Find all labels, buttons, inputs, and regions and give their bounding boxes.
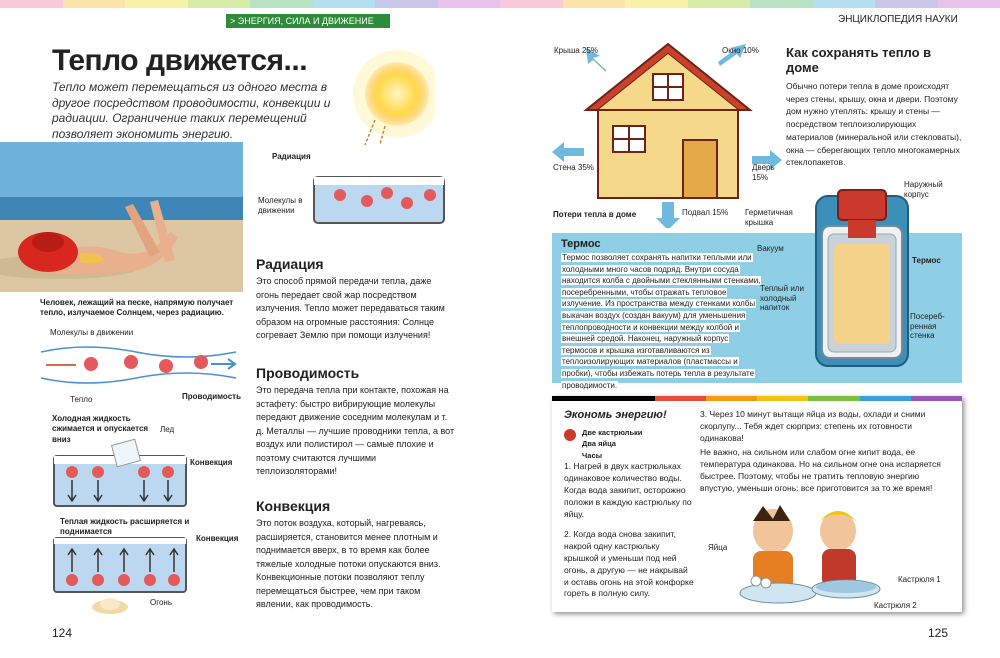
molecules-label-radiation: Молекулы в движении (258, 196, 303, 216)
intro-text: Тепло может перемещаться из одного места в другое посредством проводимости, конвекции и радиации. Ограничение таких перемещений позволяет экономить энергию. (52, 80, 331, 141)
thermos-vacuum-label: Вакуум (757, 244, 784, 253)
page-number-right: 125 (927, 626, 948, 640)
cold-liquid-label: Холодная жидкость сжимается и опускается вниз (52, 414, 149, 444)
radiation-text: Это способ прямой передачи тепла, даже огонь передает свой жар посредством излучения. Тепло может передаваться таким образом на огромные расстояния: Солнце согревает Землю при помощи излучения! (256, 276, 445, 340)
pot-1-label: Кастрюля 1 (898, 575, 941, 584)
left-rainbow-strip (0, 0, 500, 8)
conduction-heading: Проводимость (256, 365, 360, 381)
step-3: 3. Через 10 минут вытащи яйца из воды, охлади и сними скорлупу... Тебя ждет сюрприз: степень их готовности одинакова! (700, 409, 926, 443)
radiation-heading: Радиация (256, 256, 324, 272)
house-window-label: Окно 10% (722, 46, 759, 55)
pot-2-label: Кастрюля 2 (874, 601, 917, 610)
radiation-vessel (312, 175, 447, 227)
thermos-heading: Термос (561, 238, 601, 250)
materials-item: Два яйца (582, 439, 616, 449)
save-energy-box (552, 396, 962, 612)
thermos-text (561, 252, 761, 391)
page-title: Тепло движется... (52, 44, 308, 77)
conduction-text: Это передача тепла при контакте, похожая на эстафету: быстро вибрирующие молекулы передают движение соседним молекулам и т. д. Металлы — лучшие проводники тепла, а вот воздух или полистирол — самые плохие и поэтому считаются лучшими теплоизоляторами! (256, 385, 455, 476)
convection-label-1: Конвекция (190, 458, 233, 467)
fire-icon (90, 593, 130, 615)
house-wall-label: Стена 35% (553, 163, 594, 172)
keep-heat-heading: Как сохранять тепло в доме (786, 45, 932, 75)
house-caption: Потери тепла в доме (553, 210, 637, 219)
convection-heading: Конвекция (256, 498, 331, 514)
thermos-text-content: Термос позволяет сохранять напитки теплыми или холодными много часов подряд. Внутри сосуда находится колба с двойными стеклянными стенками, посеребренными, чтобы отражать тепловое излучение. Из пространства между стенками колбы выкачан воздух (создан вакуум) для уменьшения теплопроводности и конвекции между колбой и внешней средой. Наконец, наружный корпус термосов и крышка изготавливаются из теплоизолирующих материалов (пластмассы и пробки), чтобы избежать потерь тепла в результате проводимости. (562, 253, 761, 390)
convection-section (256, 498, 456, 612)
step-1: 1. Нагрей в двух кастрюльках одинаковое количество воды. Когда вода закипит, осторожно положи в каждую кастрюльку по яйцу. (564, 461, 692, 519)
convection-warm-vessel (52, 534, 192, 596)
materials-item: Две кастрюльки (582, 428, 643, 437)
convection-label-2: Конвекция (196, 534, 239, 543)
thermos-name-label: Термос (912, 256, 941, 265)
thermos-drink-label: Теплый или холодный напиток (760, 284, 804, 313)
hand-icon (564, 429, 576, 441)
warm-liquid-label: Теплая жидкость расширяется и поднимается (60, 517, 190, 537)
materials-list (582, 427, 642, 461)
materials-item: Часы (582, 450, 603, 460)
house-floor-label: Подвал 15% (682, 208, 729, 217)
conduction-diagram (36, 340, 241, 390)
step-2: 2. Когда вода снова закипит, накрой одну кастрюльку крышкой и уменьши под ней огонь, а другую — не накрывай и оставь огонь на этой конфорке гореть в полную силу. (564, 529, 694, 599)
heat-label: Тепло (70, 395, 93, 404)
keep-heat-text: Обычно потери тепла в доме происходят через стены, крышу, окна и двери. Поэтому дом нужно утеплять: крышу и стены — посредством теплоизолирующих материалов (минеральной или стекловаты), окна — сберегающих тепло многокамерных стеклопакетов. (786, 80, 962, 168)
conduction-section (256, 365, 456, 479)
house-door-label: Дверь 15% (752, 163, 775, 182)
save-energy-title: Экономь энергию! (564, 409, 667, 421)
radiation-diagram-label: Радиация (272, 152, 311, 161)
house-roof-label: Крыша 25% (554, 46, 598, 55)
ice-label: Лед (160, 425, 175, 434)
thermos-lid-label: Герметичная крышка (745, 208, 793, 227)
encyclopedia-header: ЭНЦИКЛОПЕДИЯ НАУКИ (838, 14, 958, 25)
kids-cooking-illustration (718, 501, 894, 611)
thermos-outer-label: Наружный корпус (904, 180, 943, 199)
right-rainbow-strip (500, 0, 1000, 8)
fire-label: Огонь (150, 598, 172, 607)
thermos-silver-label: Посереб-ренная стенка (910, 312, 945, 341)
explanation-text: Не важно, на сильном или слабом огне кипит вода, ее температура одинакова. Но на сильном огне она испаряется быстрее. Поэтому, чтобы не тратить тепловую энергию впустую, уменьши огонь: все приготовится за то же время! (700, 447, 941, 493)
beach-photo (0, 142, 243, 292)
page-number-left: 124 (52, 626, 73, 640)
photo-caption: Человек, лежащий на песке, напрямую получает тепло, излучаемое Солнцем, через радиацию. (40, 298, 234, 318)
thermos-illustration (808, 186, 918, 376)
radiation-section (256, 256, 456, 343)
convection-text: Это поток воздуха, который, нагреваясь, расширяется, становится менее плотным и поднимается вверх, в то время как более тяжелые холодные потоки опускаются вниз. Конвекционные потоки позволяют теплу перемещаться быстрее, чем при таком явлении, как проводимость. (256, 518, 441, 609)
molecules-label-conduction: Молекулы в движении (50, 328, 134, 337)
conduction-label: Проводимость (182, 392, 241, 401)
house-illustration (548, 38, 788, 228)
section-tag: > ЭНЕРГИЯ, СИЛА И ДВИЖЕНИЕ (226, 14, 390, 28)
eggs-label: Яйца (708, 543, 728, 552)
save-box-stripe (552, 396, 962, 401)
sun-illustration (345, 50, 435, 145)
keep-heat-section (786, 46, 962, 169)
convection-cold-vessel (52, 438, 192, 510)
